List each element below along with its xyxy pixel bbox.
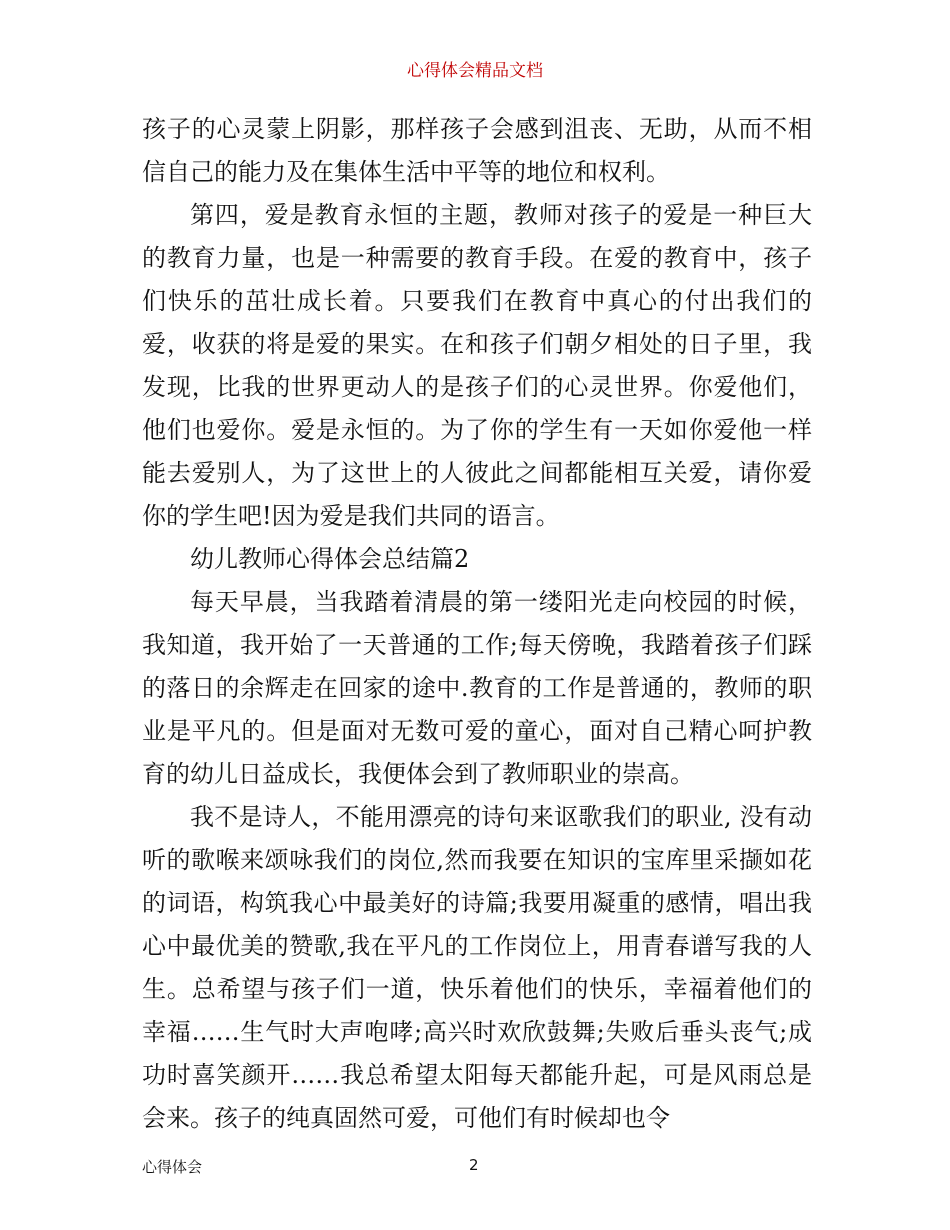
page-number: 2 — [469, 1156, 479, 1174]
paragraph-love-theme: 第四，爱是教育永恒的主题，教师对孩子的爱是一种巨大的教育力量，也是一种需要的教育手段。在爱的教育中，孩子们快乐的茁壮成长着。只要我们在教育中真心的付出我们的爱，收获的将是爱的果实。在和孩子们朝夕相处的日子里，我发现，比我的世界更动人的是孩子们的心灵世界。你爱他们，他们也爱你。爱是永恒的。为了你的学生有一天如你爱他一样能去爱别人，为了这世上的人彼此之间都能相互关爱，请你爱你的学生吧!因为爱是我们共同的语言。 — [142, 201, 812, 530]
paragraph-daily-work: 每天早晨，当我踏着清晨的第一缕阳光走向校园的时候，我知道，我开始了一天普通的工作;每天傍晚，我踏着孩子们踩的落日的余辉走在回家的途中.教育的工作是普通的，教师的职业是平凡的。但是面对无数可爱的童心，面对自己精心呵护教育的幼儿日益成长，我便体会到了教师职业的崇高。 — [142, 588, 812, 788]
paragraph-not-poet: 我不是诗人，不能用漂亮的诗句来讴歌我们的职业, 没有动听的歌喉来颂咏我们的岗位,然而我要在知识的宝库里采撷如花的词语，构筑我心中最美好的诗篇;我要用凝重的感情，唱出我心中最优美的赞歌,我在平凡的工作岗位上，用青春谱写我的人生。总希望与孩子们一道，快乐着他们的快乐，幸福着他们的幸福……生气时大声咆哮;高兴时欢欣鼓舞;失败后垂头丧气;成功时喜笑颜开……我总希望太阳每天都能升起，可是风雨总是会来。孩子的纯真固然可爱，可他们有时候却也令 — [142, 803, 812, 1132]
section-heading: 幼儿教师心得体会总结篇2 — [190, 545, 470, 573]
paragraph-continuation: 孩子的心灵蒙上阴影，那样孩子会感到沮丧、无助，从而不相信自己的能力及在集体生活中平等的地位和权利。 — [142, 115, 812, 186]
document-body — [142, 108, 812, 1140]
page-header-title: 心得体会精品文档 — [407, 61, 543, 81]
footer-label: 心得体会 — [142, 1158, 203, 1176]
